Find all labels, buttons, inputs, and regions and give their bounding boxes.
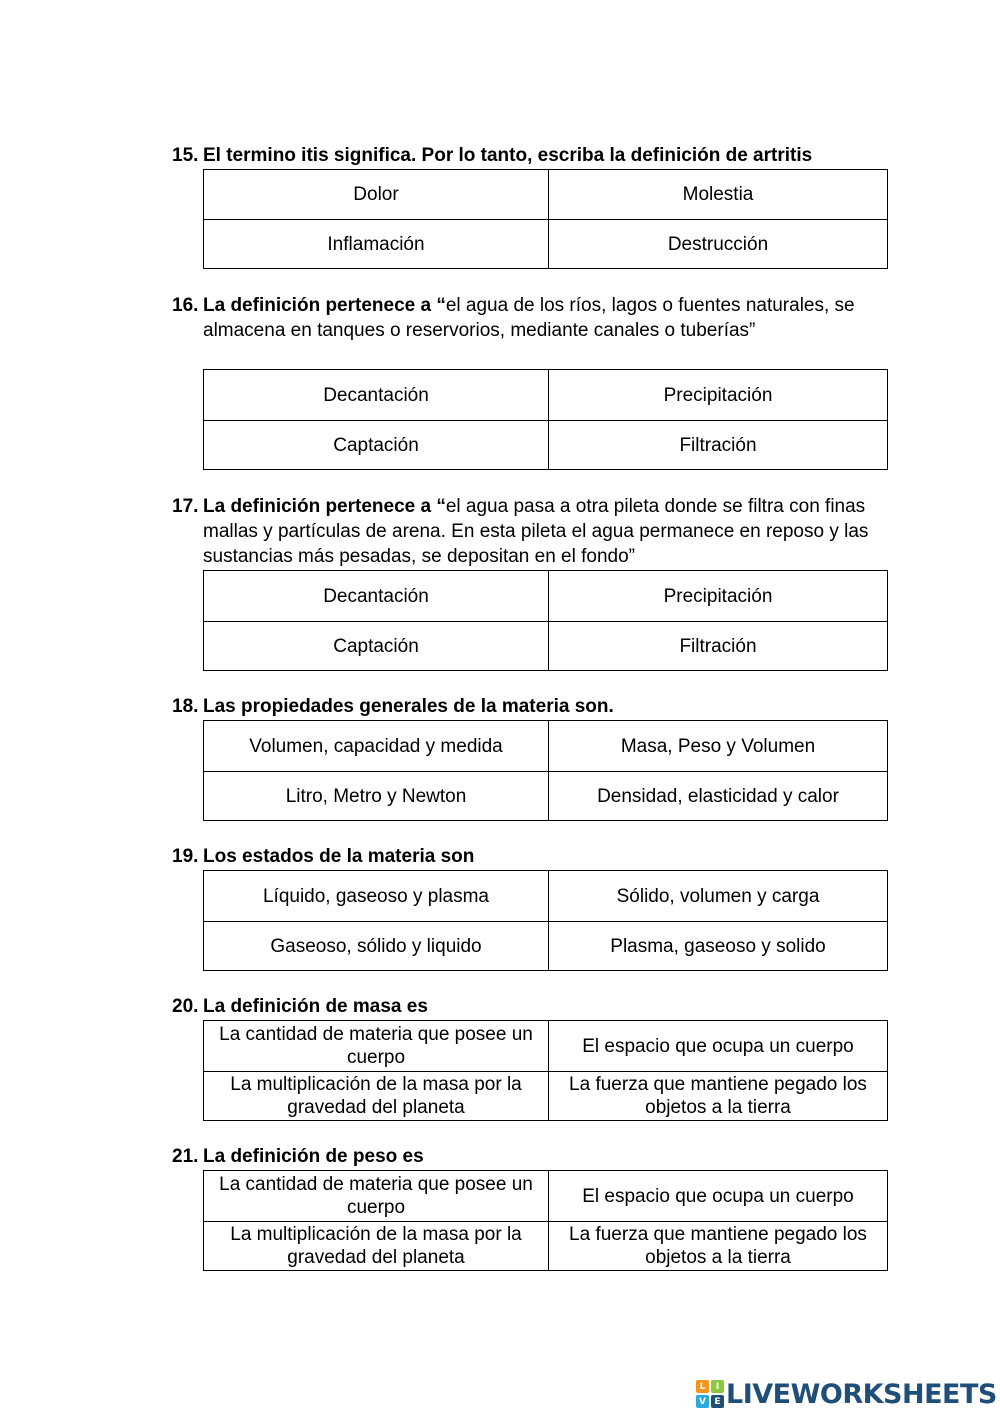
logo-tile: I [711,1380,724,1393]
option-d[interactable]: Plasma, gaseoso y solido [549,922,888,971]
options-table [203,1020,888,1121]
logo-text: LIVEWORKSHEETS [726,1378,997,1410]
option-c[interactable]: Inflamación [204,220,549,269]
question-number: 17. [172,496,199,517]
question-text: La definición de masa es [203,996,428,1017]
question-text: el agua pasa a otra pileta donde se filtra con finas mallas y partículas de arena. En esta pileta el agua permanece en reposo y las sustancias más pesadas, se depositan en el fondo” [203,496,869,567]
option-c[interactable]: La multiplicación de la masa por la gravedad del planeta [204,1222,549,1271]
option-c[interactable]: Captación [204,421,549,470]
logo-tile: L [696,1380,709,1393]
question-header [172,994,892,1019]
question-number: 21. [172,1146,199,1167]
logo-tile: V [696,1395,709,1408]
question-text: Las propiedades generales de la materia son. [203,696,614,717]
option-b[interactable]: Precipitación [549,370,888,421]
option-a[interactable]: Dolor [204,170,549,220]
question-number: 20. [172,996,199,1017]
question-header [172,694,892,719]
question-header [172,844,892,869]
option-d[interactable]: Densidad, elasticidad y calor [549,772,888,821]
option-a[interactable]: La cantidad de materia que posee un cuerpo [204,1021,549,1072]
question-number: 18. [172,696,199,717]
question-header [172,494,892,569]
options-table [203,169,888,269]
option-b[interactable]: El espacio que ocupa un cuerpo [549,1171,888,1222]
question-17 [172,494,892,657]
option-b[interactable]: Molestia [549,170,888,220]
question-number: 16. [172,295,199,316]
question-text-bold: La definición pertenece a “ [203,496,446,517]
liveworksheets-logo [696,1378,997,1410]
question-21 [172,1144,892,1268]
option-b[interactable]: Sólido, volumen y carga [549,871,888,922]
question-19 [172,844,892,957]
options-table [203,1170,888,1271]
question-text: Los estados de la materia son [203,846,475,867]
question-16 [172,293,892,456]
question-text: El termino itis significa. Por lo tanto, escriba la definición de artritis [203,145,813,166]
option-c[interactable]: Gaseoso, sólido y liquido [204,922,549,971]
options-table [203,720,888,821]
question-15 [172,143,892,255]
question-18 [172,694,892,807]
options-table [203,570,888,671]
option-d[interactable]: Filtración [549,622,888,671]
option-d[interactable]: La fuerza que mantiene pegado los objetos a la tierra [549,1072,888,1121]
question-header [172,143,892,168]
option-b[interactable]: Masa, Peso y Volumen [549,721,888,772]
option-d[interactable]: Destrucción [549,220,888,269]
question-number: 19. [172,846,199,867]
option-a[interactable]: Volumen, capacidad y medida [204,721,549,772]
question-number: 15. [172,145,199,166]
option-a[interactable]: Líquido, gaseoso y plasma [204,871,549,922]
liveworksheets-logo-icon [696,1380,724,1408]
option-b[interactable]: El espacio que ocupa un cuerpo [549,1021,888,1072]
option-c[interactable]: Litro, Metro y Newton [204,772,549,821]
question-header [172,1144,892,1169]
question-20 [172,994,892,1118]
option-b[interactable]: Precipitación [549,571,888,622]
option-a[interactable]: Decantación [204,571,549,622]
question-header [172,293,892,343]
question-text: el agua de los ríos, lagos o fuentes naturales, se almacena en tanques o reservorios, mediante canales o tuberías” [203,295,855,341]
option-c[interactable]: Captación [204,622,549,671]
options-table [203,870,888,971]
question-text-bold: La definición pertenece a “ [203,295,446,316]
option-a[interactable]: Decantación [204,370,549,421]
option-d[interactable]: Filtración [549,421,888,470]
options-table [203,369,888,470]
option-d[interactable]: La fuerza que mantiene pegado los objetos a la tierra [549,1222,888,1271]
logo-tile: E [711,1395,724,1408]
option-c[interactable]: La multiplicación de la masa por la gravedad del planeta [204,1072,549,1121]
question-text: La definición de peso es [203,1146,424,1167]
option-a[interactable]: La cantidad de materia que posee un cuerpo [204,1171,549,1222]
